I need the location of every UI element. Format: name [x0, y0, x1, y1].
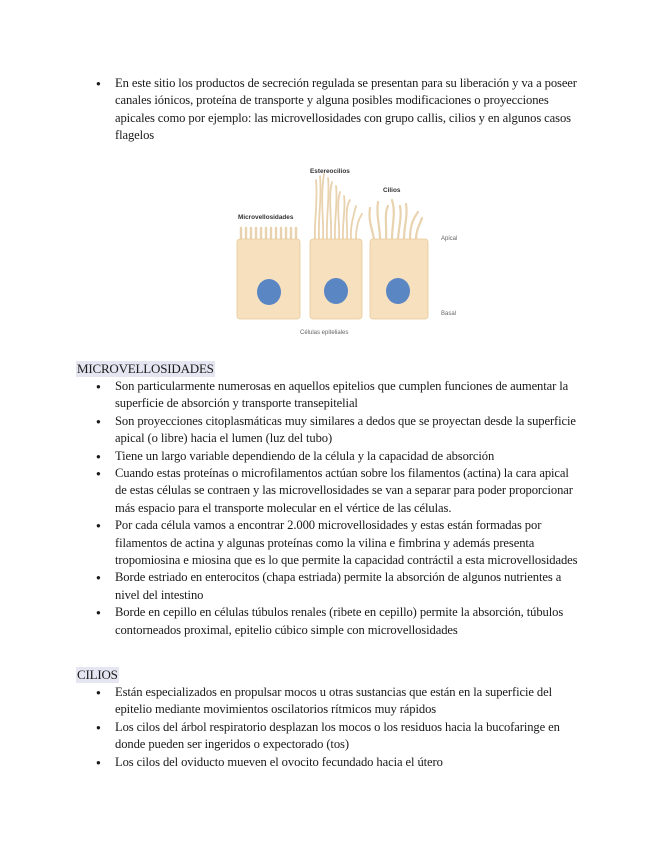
nucleus-1: [257, 279, 281, 305]
list-item: ● Borde en cepillo en células túbulos renales (ribete en cepillo) permite la absorción, túbulos contorneados proximal, epitelio cúbico simple con microvellosidades: [76, 604, 582, 639]
microvilli-label: Microvellosidades: [238, 214, 294, 221]
epithelial-cell-1: [237, 239, 300, 319]
figure-caption: Células epiteliales: [300, 330, 349, 336]
list-item: ● Borde estriado en enterocitos (chapa estriada) permite la absorción de algunos nutrientes a nivel del intestino: [76, 569, 582, 604]
cilia-projections: [369, 200, 422, 239]
list-item: ● Tiene un largo variable dependiendo de la célula y la capacidad de absorción: [76, 448, 582, 465]
apical-label: Apical: [441, 236, 458, 242]
epithelial-cells-illustration: [232, 162, 472, 342]
list-item: ● Los cilos del árbol respiratorio desplazan los mocos o los residuos hacia la bucofaringe en donde pueden ser ingeridos o expectorado (tos): [76, 719, 582, 754]
list-item: ● Los cilos del oviducto mueven el ovocito fecundado hacia el útero: [76, 754, 582, 771]
list-item: ● Son proyecciones citoplasmáticas muy similares a dedos que se proyectan desde la superficie apical (o libre) hacia el lumen (luz del tubo): [76, 413, 582, 448]
epithelial-cells-figure: [232, 162, 472, 342]
list-item: ● Por cada célula vamos a encontrar 2.000 microvellosidades y estas están formadas por filamentos de actina y algunas proteínas como la vilina e fimbrina y además presenta tropomiosina e miosina que es lo que permite la capacidad contráctil a esta microvellosidades: [76, 517, 582, 569]
list-item: ● En este sitio los productos de secreción regulada se presentan para su liberación y va a poseer canales iónicos, proteína de transporte y alguna posibles modificaciones o proyecciones apicales como por ejemplo: las microvellosidades con grupo callis, cilios y en algunos casos flagelos: [76, 75, 582, 145]
basal-label: Basal: [441, 311, 457, 317]
list-item: ● Son particularmente numerosas en aquellos epitelios que cumplen funciones de aumentar la superficie de absorción y transporte transepitelial: [76, 378, 582, 413]
microvellosidades-list: [76, 378, 582, 639]
list-item: ● Cuando estas proteínas o microfilamentos actúan sobre los filamentos (actina) la cara apical de estas células se contraen y las microvellosidades se van a separar para poder proporcionar más espacio para el transporte molecular en el vértice de las células.: [76, 465, 582, 517]
nucleus-2: [324, 278, 348, 304]
cilia-label: Cilios: [383, 187, 401, 194]
stereocilia-label: Estereocilios: [310, 168, 350, 175]
intro-list: [76, 75, 582, 145]
cilios-list: [76, 684, 582, 771]
section-heading-microvellosidades: MICROVELLOSIDADES: [77, 361, 214, 376]
nucleus-3: [386, 278, 410, 304]
stereocilia-projections: [315, 174, 362, 239]
section-heading-cilios: CILIOS: [77, 667, 118, 682]
microvilli-projections: [241, 228, 296, 239]
list-item: ● Están especializados en propulsar mocos u otras sustancias que están en la superficie del epitelio mediante movimientos oscilatorios rítmicos muy rápidos: [76, 684, 582, 719]
